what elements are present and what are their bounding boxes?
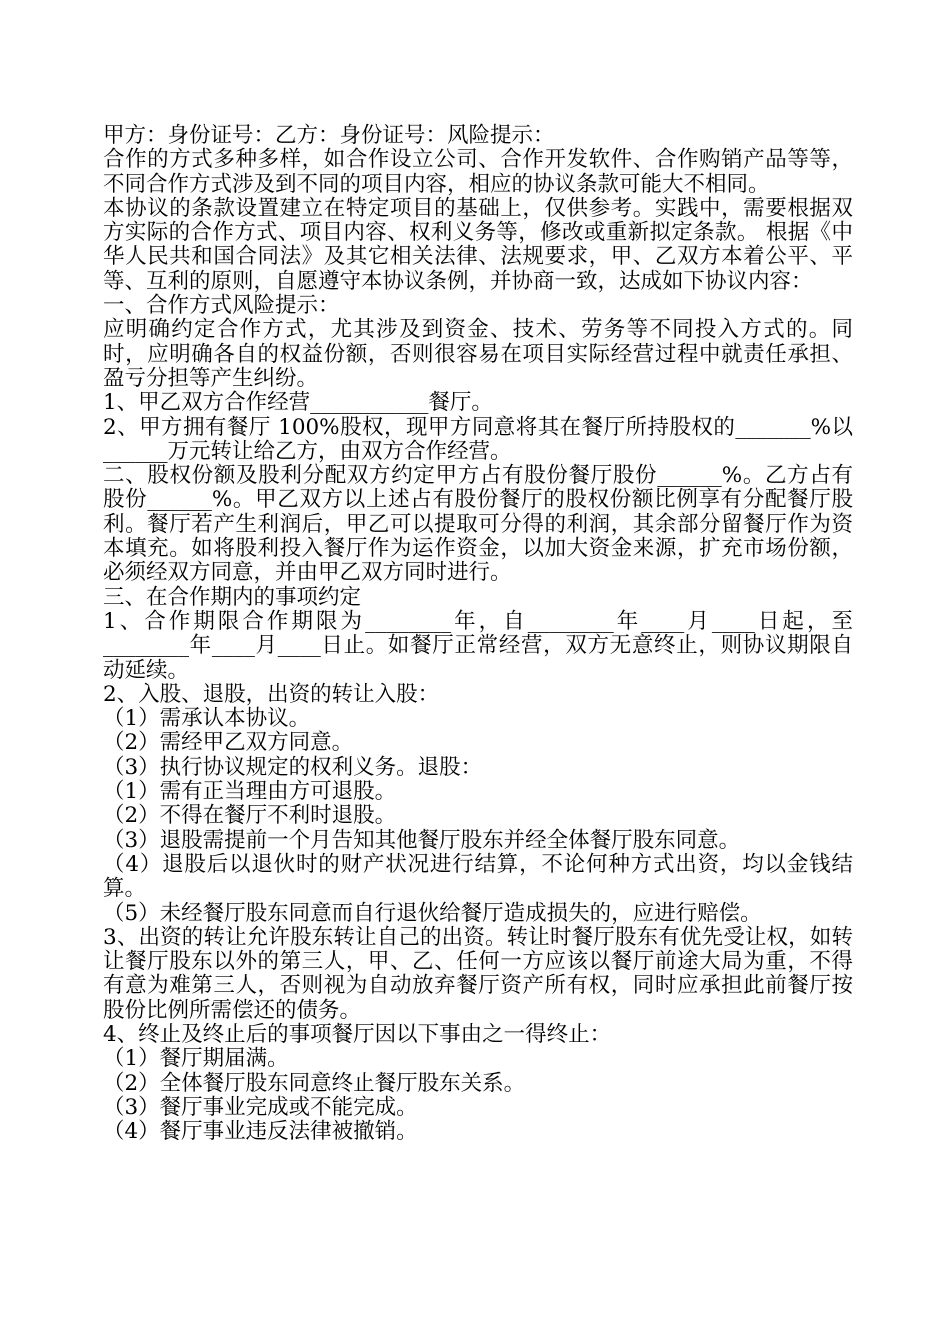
list-item: （2）不得在餐厅不利时退股。 <box>103 803 397 829</box>
section-heading-1: 一、合作方式风险提示： <box>103 293 340 319</box>
clause-1-2: 2、甲方拥有餐厅 100%股权，现甲方同意将其在餐厅所持股权的_______%以______万元转让给乙方，由双方合作经营。 <box>103 414 853 464</box>
contract-document-body <box>103 124 853 1144</box>
list-item: （1）需有正当理由方可退股。 <box>103 779 397 805</box>
clause-3-3-transfer: 3、出资的转让允许股东转让自己的出资。转让时餐厅股东有优先受让权，如转让餐厅股东以外的第三人，甲、乙、任何一方应该以餐厅前途大局为重，不得有意为难第三人，否则视为自动放弃餐厅资产所有权，同时应承担此前餐厅按股份比例所需偿还的债务。 <box>103 924 853 1023</box>
list-item: （2）需经甲乙双方同意。 <box>103 730 354 756</box>
clause-1-1: 1、甲乙双方合作经营___________餐厅。 <box>103 390 493 416</box>
list-item: （1）餐厅期届满。 <box>103 1046 289 1072</box>
list-item: （1）需承认本协议。 <box>103 706 311 732</box>
list-item: （3）执行协议规定的权利义务。退股： <box>103 754 483 780</box>
clause-3-2-heading: 2、入股、退股，出资的转让入股： <box>103 681 440 707</box>
risk-note-and-preamble: 本协议的条款设置建立在特定项目的基础上，仅供参考。实践中，需要根据双方实际的合作方式、项目内容、权利义务等，修改或重新拟定条款。 根据《中华人民共和国合同法》及其它相关法律、法规要求，甲、乙双方本着公平、平等、互利的原则，自愿遵守本协议条例，并协商一致，达成如下协议内容： <box>103 195 853 294</box>
section-1-risk-text: 应明确约定合作方式，尤其涉及到资金、技术、劳务等不同投入方式的。同时，应明确各自的权益份额，否则很容易在项目实际经营过程中就责任承担、盈亏分担等产生纠纷。 <box>103 317 853 391</box>
section-2-equity-dividend: 二、股权份额及股利分配双方约定甲方占有股份餐厅股份______%。乙方占有股份______%。甲乙双方以上述占有股份餐厅的股权份额比例享有分配餐厅股利。餐厅若产生利润后，甲乙可以提取可分得的利润，其余部分留餐厅作为资本填充。如将股利投入餐厅作为运作资金，以加大资金来源，扩充市场份额，必须经双方同意，并由甲乙双方同时进行。 <box>103 463 853 586</box>
list-item: （4）退股后以退伙时的财产状况进行结算，不论何种方式出资，均以金钱结算。 <box>103 851 853 902</box>
list-item: （5）未经餐厅股东同意而自行退伙给餐厅造成损失的，应进行赔偿。 <box>103 900 762 926</box>
clause-3-4-heading: 4、终止及终止后的事项餐厅因以下事由之一得终止： <box>103 1021 612 1047</box>
clause-3-1-term: 1、合作期限合作期限为________年，自________年____月____日起，至________年____月____日止。如餐厅正常经营，双方无意终止，则协议期限自动延续。 <box>103 608 853 683</box>
party-info-line: 甲方：身份证号：乙方：身份证号：风险提示： <box>103 123 555 148</box>
list-item: （2）全体餐厅股东同意终止餐厅股东关系。 <box>103 1070 526 1096</box>
list-item: （3）餐厅事业完成或不能完成。 <box>103 1094 418 1120</box>
section-heading-3: 三、在合作期内的事项约定 <box>103 584 362 610</box>
list-item: （3）退股需提前一个月告知其他餐厅股东并经全体餐厅股东同意。 <box>103 827 741 853</box>
list-item: （4）餐厅事业违反法律被撤销。 <box>103 1119 418 1145</box>
risk-note-cooperation-methods: 合作的方式多种多样，如合作设立公司、合作开发软件、合作购销产品等等，不同合作方式涉及到不同的项目内容，相应的协议条款可能大不相同。 <box>103 147 853 197</box>
